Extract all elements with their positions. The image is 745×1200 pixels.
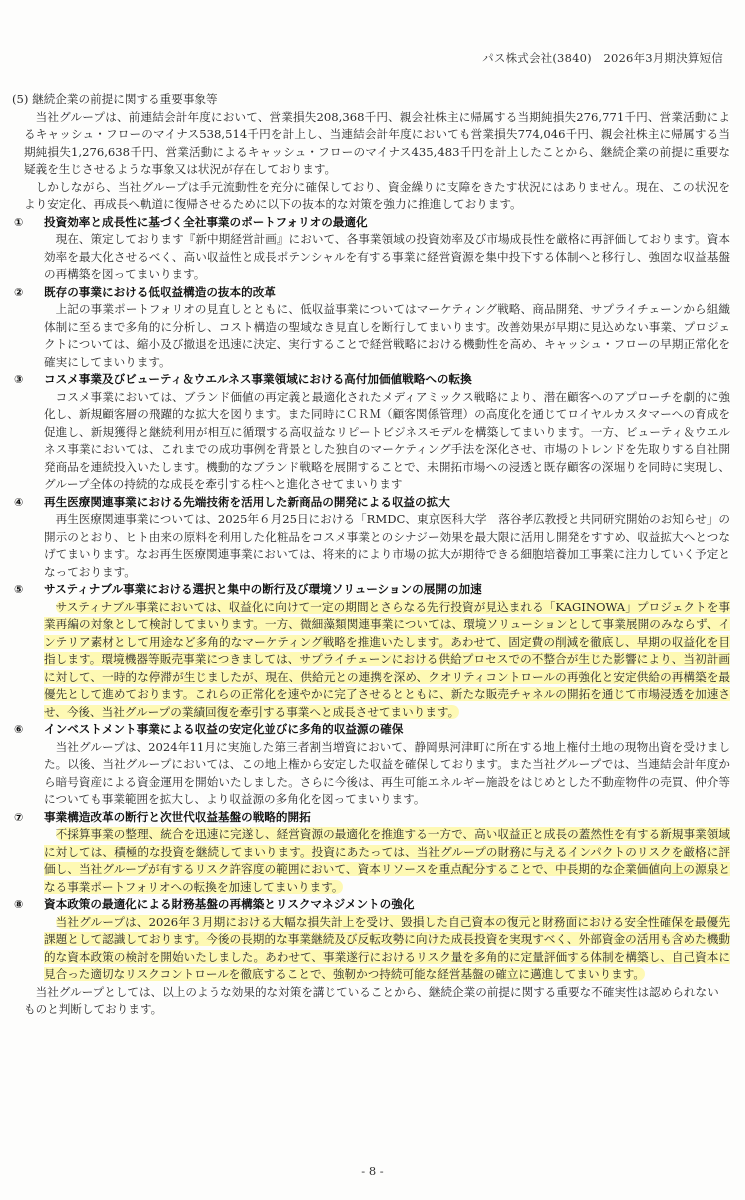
intro-paragraph: 当社グループは、前連結会計年度において、営業損失208,368千円、親会社株主に帰属する当期純損失276,771千円、営業活動によるキャッシュ・フローのマイナス538,514千円を計上し、当連結会計年度においても営業損失774,046千円、親会社株主に帰属する当期純損失1,276,638千円、営業活動によるキャッシュ・フローのマイナス435,483千円を計上したことから、継続企業の前提に重要な疑義を生じさせるような事象又は状況が存在しております。 [24, 109, 730, 176]
highlighter-mark: 当社グループは、2026年３月期における大幅な損失計上を受け、毀損した自己資本の復元と財務面における安全性確保を最優先課題として認識しております。今後の長期的な事業継続及び反転攻勢に向けた成長投資を実現すべく、外部資金の活用も含めた機動的な資本政策の検討を開始いたしました。あわせて、事業遂行におけるリスク量を多角的に定量評価する体制を構築し、自己資本に見合った適切なリスクコントロールを徹底することで、強靭かつ持続可能な経営基盤の確立に邁進してまいります。 [44, 914, 730, 981]
item-number: ⑦ [14, 810, 24, 824]
measure-item-3 [12, 371, 730, 494]
measure-body: 現在、策定しております『新中期経営計画』において、各事業領域の投資効率及び市場成長性を厳格に再評価しております。資本効率を最大化させるべく、高い収益性と成長ポテンシャルを有する事業に経営資源を集中投下する体制へと移行し、強固な収益基盤の再構築を図ってまいります。 [44, 232, 730, 281]
measure-title: 投資効率と成長性に基づく全社事業のポートフォリオの最適化 [44, 214, 368, 229]
item-number: ⑥ [14, 723, 24, 736]
measure-title: 既存の事業における低収益構造の抜本的改革 [44, 284, 276, 299]
measure-body-highlighted [12, 914, 730, 984]
measure-body: 上記の事業ポートフォリオの見直しとともに、低収益事業についてはマーケティング戦略、商品開発、サプライチェーンから組織体制に至るまで多角的に分析し、コスト構造の聖域なき見直しを断行してまいります。改善効果が早期に見込めない事業、プロジェクトについては、縮小及び撤退を迅速に決定、実行することで経営戦略における機動性を高め、キャッシュ・フローの早期正常化を確実にしてまいります。 [44, 302, 730, 369]
intro-paragraph-2: しかしながら、当社グループは手元流動性を充分に確保しており、資金繰りに支障をきたす状況にはありません。現在、この状況をより安定化、再成長へ軌道に復帰させるために以下の抜本的な対策を強力に推進しております。 [24, 179, 730, 211]
measure-title: 事業構造改革の断行と次世代収益基盤の戦略的開拓 [44, 809, 311, 824]
measure-heading [12, 809, 730, 827]
page-number: - 8 - [361, 1164, 384, 1178]
measure-title: 資本政策の最適化による財務基盤の再構築とリスクマネジメントの強化 [44, 897, 415, 911]
item-number: ③ [14, 373, 24, 386]
closing-paragraph: 当社グループとしては、以上のような効果的な対策を講じていることから、継続企業の前提に関する重要な不確実性は認められないものと判断しております。 [24, 984, 719, 1016]
section-title: (5) 継続企業の前提に関する重要事象等 [12, 92, 218, 106]
highlighter-mark: サスティナブル事業においては、収益化に向けて一定の期間とさらなる先行投資が見込まれる「KAGINOWA」プロジェクトを事業再編の対象として検討してまいります。一方、微細藻類関連事業については、環境ソリューションとして事業展開のみならず、インテリア素材として用途など多角的なマーケティング戦略を推進いたします。あわせて、固定費の削減を徹底し、早期の収益化を目指します。環境機器等販売事業につきましては、サプライチェーンにおける供給プロセスでの不整合が生じた影響により、当初計画に対して、一時的な停滞が生じましたが、現在、供給元との連携を深め、クオリティコントロールの再強化と安定供給の再構築を最優先として進めております。これらの正常化を速やかに完了させるとともに、新たな販売チャネルの開拓を通じて市場浸透を加速させ、今後、当社グループの業績回復を牽引する事業へと成長させてまいります。 [44, 599, 730, 719]
measure-body: コスメ事業においては、ブランド価値の再定義と最適化されたメディアミックス戦略により、潜在顧客へのアプローチを劇的に強化し、新規顧客層の飛躍的な拡大を図ります。また同時にＣＲＭ（顧客関係管理）の高度化を通じてロイヤルカスタマーへの育成を促進し、新規獲得と継続利用が相互に循環する高収益なリピートビジネスモデルを構築してまいります。一方、ビューティ＆ウエルネス事業においては、これまでの成功事例を背景とした独自のマーケティング手法を深化させ、市場のトレンドを先取りする自社開発商品を連続投入いたします。機動的なブランド戦略を展開することで、未開拓市場への浸透と既存顧客の深堀りを同時に実現し、グループ全体の持続的な成長を牽引する柱へと進化させてまいります [44, 389, 730, 491]
measure-body: 再生医療関連事業については、2025年６月25日における「RMDC、東京医科大学 落谷孝広教授と共同研究開始のお知らせ」の開示のとおり、ヒト由来の原料を利用した化粧品をコスメ事業とのシナジー効果を最大限に活用し開発をすすめ、収益拡大へとつなげてまいります。なお再生医療関連事業においては、将来的により市場の拡大が期待できる細胞培養加工事業に注力していく予定となっております。 [44, 512, 730, 579]
measure-heading [12, 494, 730, 512]
item-number: ⑧ [14, 898, 24, 911]
measure-title: 再生医療関連事業における先端技術を活用した新商品の開発による収益の拡大 [44, 494, 450, 509]
highlighter-mark: 不採算事業の整理、統合を迅速に完遂し、経営資源の最適化を推進する一方で、高い収益正と成長の蓋然性を有する新規事業領域に対しては、積極的な投資を継続してまいります。投資にあたっては、当社グループの財務に与えるインパクトのリスクを厳格に評価し、当社グループが有するリスク許容度の範囲において、資本リソースを重点配分することで、中長期的な企業価値向上の源泉となる事業ポートフォリオへの転換を加速してまいります。 [44, 827, 730, 894]
measure-heading [12, 214, 730, 232]
item-number: ② [14, 285, 24, 299]
measure-item-8 [12, 896, 730, 984]
measure-heading [12, 896, 730, 914]
measure-heading [12, 284, 730, 302]
measure-heading [12, 721, 730, 739]
measure-item-7 [12, 809, 730, 897]
measure-item-2 [12, 284, 730, 372]
measure-title: サスティナブル事業における選択と集中の断行及び環境ソリューションの展開の加速 [44, 582, 482, 596]
measure-title: コスメ事業及びビューティ＆ウエルネス事業領域における高付加価値戦略への転換 [44, 372, 472, 386]
document-body [12, 91, 730, 1019]
measure-item-6 [12, 721, 730, 809]
item-number: ⑤ [14, 583, 24, 596]
measure-body-highlighted [12, 826, 730, 896]
item-number: ① [14, 215, 24, 229]
measure-body: 当社グループは、2024年11月に実施した第三者割当増資において、静岡県河津町に所在する地上権付土地の現物出資を受けました。以後、当社グループにおいては、この地上権から安定した収益を確保しております。また当社グループでは、当連結会計年度から暗号資産による資金運用を開始いたしました。さらに今後は、再生可能エネルギー施設をはじめとした不動産物件の売買、仲介等についても事業範囲を拡大し、より収益源の多角化を図ってまいります。 [44, 739, 730, 806]
measure-title: インベストメント事業による収益の安定化並びに多角的収益源の確保 [44, 722, 404, 736]
document-header: パス株式会社(3840) 2026年3月期決算短信 [482, 51, 723, 65]
measure-heading [12, 371, 730, 389]
item-number: ④ [14, 495, 24, 509]
measure-item-5 [12, 581, 730, 721]
measure-item-1 [12, 214, 730, 284]
measure-item-4 [12, 494, 730, 582]
measure-heading [12, 581, 730, 599]
measure-body-highlighted [12, 599, 730, 722]
